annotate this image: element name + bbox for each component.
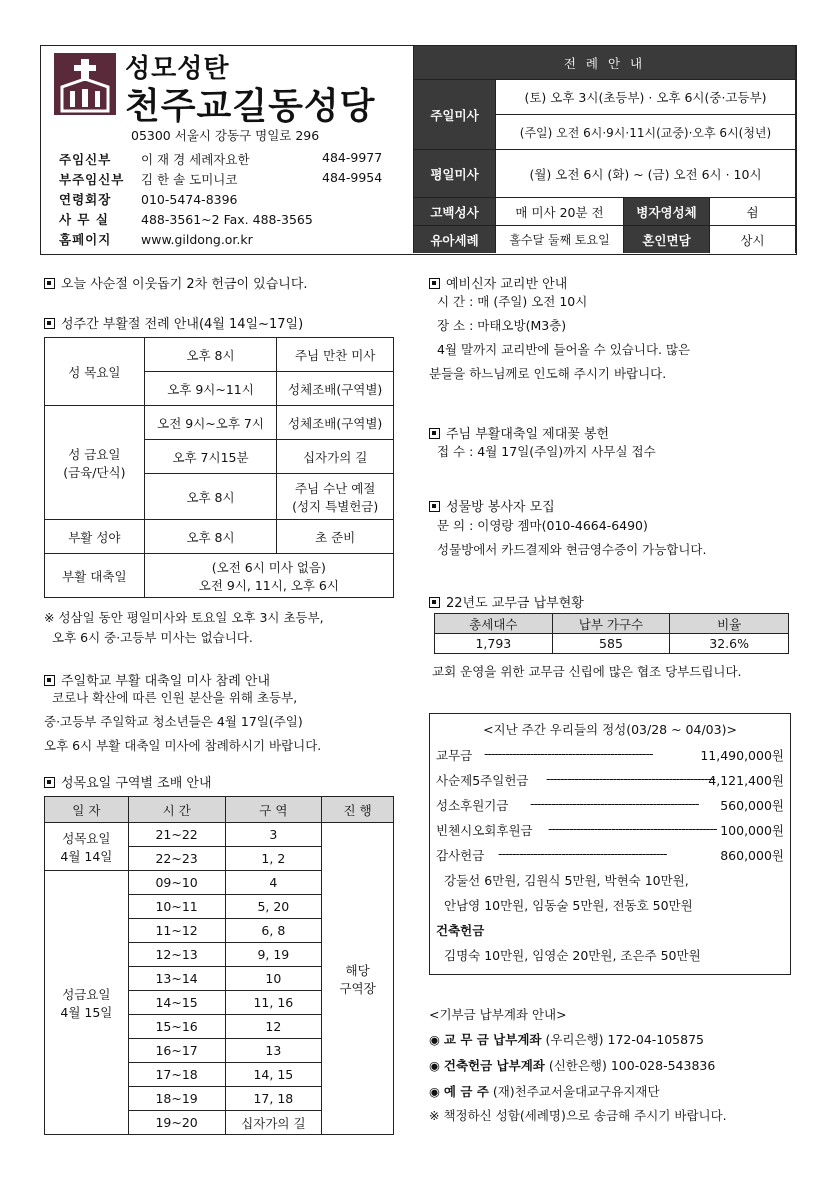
- sunday-school-body: [44, 686, 321, 758]
- vigil-desc: 초 준비: [277, 520, 394, 554]
- col-zone: 구 역: [225, 797, 322, 823]
- dues-households: 1,793: [435, 634, 553, 654]
- table-row: 십자가의 길: [225, 1111, 322, 1135]
- holyweek-note-line1: ※ 성삼일 동안 평일미사와 토요일 오후 3시 초등부,: [44, 610, 324, 625]
- staff-phone: 484-9977: [322, 150, 383, 165]
- building-fund-label: 건축헌금: [436, 923, 485, 938]
- table-row: 21~22: [128, 823, 225, 847]
- homepage-link[interactable]: www.gildong.or.kr: [141, 232, 253, 247]
- easter-line2: 오전 9시, 11시, 오후 6시: [198, 577, 339, 593]
- volunteer-title: 성물방 봉사자 모집: [446, 500, 555, 515]
- holyweek-note: [44, 608, 324, 648]
- easter-label: 부활 대축일: [45, 554, 145, 598]
- church-name-small: 성모성탄: [125, 54, 230, 84]
- offering-thanks-2: 안남영 10만원, 임동술 5만원, 전동호 50만원: [444, 898, 693, 913]
- offering-label: 빈첸시오회후원금: [436, 823, 533, 838]
- thu-time-2: 오후 9시~11시: [144, 372, 277, 406]
- fri-date: [45, 871, 129, 1135]
- table-row: 19~20: [128, 1111, 225, 1135]
- thu-date-line2: 4월 14일: [60, 848, 113, 864]
- dues-col-households: 총세대수: [435, 614, 553, 634]
- offerings-title: <지난 주간 우리들의 정성(03/28 ~ 04/03)>: [483, 722, 737, 737]
- holyweek-title: 성주간 부활절 전례 안내(4월 14일~17일): [61, 317, 304, 332]
- holyweek-note-line2: 오후 6시 중·고등부 미사는 없습니다.: [52, 630, 253, 645]
- table-row: 4: [225, 871, 322, 895]
- catechumen-title: 예비신자 교리반 안내: [446, 277, 568, 292]
- thu-desc-1: 주님 만찬 미사: [277, 338, 394, 372]
- adoration-title: 성목요일 구역별 조배 안내: [61, 776, 212, 791]
- offering-amount: 4,121,400원: [708, 773, 784, 788]
- dues-heading: [429, 592, 584, 611]
- weekday-mass-times: (월) 오전 6시 (화) ~ (금) 오전 6시 · 10시: [496, 150, 796, 198]
- thu-date-line1: 성목요일: [62, 830, 111, 846]
- fri-time-1: 오전 9시~오후 7시: [144, 406, 277, 440]
- fri-desc-2: 십자가의 길: [277, 440, 394, 474]
- marriage-consult-value: 상시: [710, 226, 796, 253]
- leader-dashes: ------------------------------------------------: [498, 846, 667, 861]
- radio-bullet-icon: ◉: [429, 1032, 444, 1047]
- liturgy-guide: [413, 46, 796, 253]
- sunday-mass-sunday: (주일) 오전 6시·9시·11시(교중)·오후 6시(청년): [496, 115, 796, 150]
- fri-desc-3-line2: (성지 특별헌금): [292, 498, 379, 514]
- staff-phone: 484-9954: [322, 170, 383, 185]
- sick-communion-label: 병자영성체: [624, 198, 710, 226]
- flower-title: 주님 부활대축일 제대꽃 봉헌: [446, 427, 610, 442]
- offerings-box: [429, 713, 791, 975]
- account-row: [429, 1028, 704, 1052]
- offering-amount: 100,000원: [720, 823, 784, 838]
- offering-amount: 860,000원: [720, 848, 784, 863]
- fri-date-line2: 4월 15일: [60, 1004, 113, 1020]
- church-address: 05300 서울시 강동구 명일로 296: [131, 128, 320, 143]
- adoration-table: [44, 796, 394, 1135]
- infant-baptism-value: 홀수달 둘째 토요일: [496, 226, 624, 253]
- staff-label: 주임신부: [59, 152, 112, 167]
- notice-second-collection: [44, 273, 308, 292]
- staff-label: 부주임신부: [59, 172, 125, 187]
- bulletin-header: [40, 45, 797, 255]
- fri-desc-3-line1: 주님 수난 예절: [294, 480, 376, 496]
- table-row: 13~14: [128, 967, 225, 991]
- catechumen-desc-2: 분들을 하느님께로 인도해 주시기 바랍니다.: [429, 366, 667, 381]
- account-value: (신한은행) 100-028-543836: [548, 1058, 716, 1073]
- staff-value: 김 한 솔 도미니코: [141, 172, 238, 187]
- building-fund-donors: 김명숙 10만원, 임영순 20만원, 조은주 50만원: [444, 948, 701, 963]
- square-bullet-icon: [429, 501, 440, 512]
- sick-communion-value: 쉼: [710, 198, 796, 226]
- square-bullet-icon: [44, 278, 55, 289]
- square-bullet-icon: [44, 777, 55, 788]
- fri-time-2: 오후 7시15분: [144, 440, 277, 474]
- staff-value: 이 재 경 세례자요한: [141, 152, 250, 167]
- account-label: 교 무 금 납부계좌: [443, 1032, 542, 1047]
- fri-date-line1: 성금요일: [62, 986, 111, 1002]
- offering-row: [436, 846, 784, 868]
- thu-label: 성 목요일: [45, 338, 145, 406]
- catechumen-place: 장 소 : 마태오방(M3층): [437, 318, 567, 333]
- infant-baptism-label: 유아세례: [414, 226, 496, 253]
- catechumen-desc-1: 4월 말까지 교리반에 들어올 수 있습니다. 많은: [437, 342, 691, 357]
- table-row: 3: [225, 823, 322, 847]
- table-row: 18~19: [128, 1087, 225, 1111]
- offering-row: [436, 771, 784, 793]
- church-name: 천주교길동성당: [125, 86, 376, 127]
- accounts-title: <기부금 납부계좌 안내>: [429, 1007, 567, 1022]
- holyweek-table: [44, 337, 394, 598]
- offering-label: 사순제5주일헌금: [436, 773, 529, 788]
- table-row: 11~12: [128, 919, 225, 943]
- square-bullet-icon: [44, 318, 55, 329]
- dues-col-paid: 납부 가구수: [552, 614, 670, 634]
- weekday-mass-label: 평일미사: [414, 150, 496, 198]
- volunteer-contact: 문 의 : 이영랑 젬마(010-4664-6490): [437, 518, 648, 533]
- vigil-time: 오후 8시: [144, 520, 277, 554]
- volunteer-body: [437, 514, 706, 562]
- leader-dashes: ------------------------------------------------: [546, 771, 715, 786]
- account-value: (재)천주교서울대교구유지재단: [492, 1084, 660, 1099]
- table-row: 09~10: [128, 871, 225, 895]
- offering-amount: 11,490,000원: [700, 748, 784, 763]
- account-label: 예 금 주: [443, 1084, 489, 1099]
- dues-col-ratio: 비율: [670, 614, 789, 634]
- table-row: 10~11: [128, 895, 225, 919]
- radio-bullet-icon: ◉: [429, 1058, 444, 1073]
- table-row: 10: [225, 967, 322, 991]
- lead-cell: [322, 823, 394, 1135]
- volunteer-heading: [429, 496, 555, 515]
- offering-label: 성소후원기금: [436, 798, 509, 813]
- dues-note: 교회 운영을 위한 교무금 신립에 많은 협조 당부드립니다.: [432, 664, 742, 679]
- sunday-school-line1: 코로나 확산에 따른 인원 분산을 위해 초등부,: [52, 690, 298, 705]
- adoration-heading: [44, 772, 212, 791]
- fri-label: [45, 406, 145, 520]
- dues-table: [434, 613, 789, 654]
- thu-time-1: 오후 8시: [144, 338, 277, 372]
- table-row: 12: [225, 1015, 322, 1039]
- dues-paid: 585: [552, 634, 670, 654]
- staff-row: [59, 150, 409, 168]
- radio-bullet-icon: ◉: [429, 1084, 444, 1099]
- lead-line1: 해당: [345, 962, 370, 978]
- col-date: 일 자: [45, 797, 129, 823]
- flower-desc: 접 수 : 4월 17일(주일)까지 사무실 접수: [437, 444, 656, 459]
- staff-label: 홈페이지: [59, 232, 112, 247]
- account-value: (우리은행) 172-04-105875: [545, 1032, 704, 1047]
- table-row: 11, 16: [225, 991, 322, 1015]
- volunteer-desc: 성물방에서 카드결제와 현금영수증이 가능합니다.: [437, 542, 707, 557]
- staff-row: [59, 230, 409, 248]
- square-bullet-icon: [429, 597, 440, 608]
- table-row: 12~13: [128, 943, 225, 967]
- sunday-school-line3: 오후 6시 부활 대축일 미사에 참례하시기 바랍니다.: [44, 738, 322, 753]
- easter-times: [144, 554, 393, 598]
- fri-desc-1: 성체조배(구역별): [277, 406, 394, 440]
- holyweek-heading: [44, 313, 303, 332]
- fri-label-2: (금육/단식): [63, 464, 126, 480]
- staff-value: 010-5474-8396: [141, 192, 238, 207]
- table-row: 16~17: [128, 1039, 225, 1063]
- account-row: [429, 1080, 660, 1104]
- leader-dashes: ------------------------------------------------: [484, 746, 653, 761]
- notice-text: 오늘 사순절 이웃돕기 2차 헌금이 있습니다.: [61, 277, 308, 292]
- fri-time-3: 오후 8시: [144, 474, 277, 520]
- table-row: 15~16: [128, 1015, 225, 1039]
- square-bullet-icon: [429, 278, 440, 289]
- thu-desc-2: 성체조배(구역별): [277, 372, 394, 406]
- leader-dashes: ------------------------------------------------: [530, 796, 699, 811]
- account-row: [429, 1054, 715, 1078]
- table-row: 22~23: [128, 847, 225, 871]
- table-row: 14~15: [128, 991, 225, 1015]
- table-row: 17, 18: [225, 1087, 322, 1111]
- marriage-consult-label: 혼인면담: [624, 226, 710, 253]
- table-row: 9, 19: [225, 943, 322, 967]
- table-row: 6, 8: [225, 919, 322, 943]
- col-lead: 진 행: [322, 797, 394, 823]
- staff-label: 연령회장: [59, 192, 112, 207]
- offering-row: [436, 746, 784, 768]
- staff-value: 488-3561~2 Fax. 488-3565: [141, 212, 313, 227]
- staff-row: [59, 210, 409, 228]
- table-row: 13: [225, 1039, 322, 1063]
- accounts-note: ※ 책정하신 성함(세례명)으로 송금해 주시기 바랍니다.: [429, 1108, 727, 1123]
- table-row: 5, 20: [225, 895, 322, 919]
- square-bullet-icon: [44, 675, 55, 686]
- offering-thanks-1: 강둘선 6만원, 김원식 5만원, 박현숙 10만원,: [444, 873, 689, 888]
- offering-row: [436, 821, 784, 843]
- sunday-mass-label: 주일미사: [414, 80, 496, 150]
- sunday-school-title: 주일학교 부활 대축일 미사 참례 안내: [61, 674, 271, 689]
- account-label: 건축헌금 납부계좌: [443, 1058, 545, 1073]
- offering-row: [436, 796, 784, 818]
- table-row: 14, 15: [225, 1063, 322, 1087]
- table-row: 17~18: [128, 1063, 225, 1087]
- table-row: 1, 2: [225, 847, 322, 871]
- staff-label: 사 무 실: [59, 212, 109, 227]
- staff-row: [59, 170, 409, 188]
- offering-label: 감사헌금: [436, 848, 485, 863]
- offering-amount: 560,000원: [720, 798, 784, 813]
- leader-dashes: ------------------------------------------------: [548, 821, 717, 836]
- confession-time: 매 미사 20분 전: [496, 198, 624, 226]
- catechumen-body: [429, 290, 690, 386]
- thu-date: [45, 823, 129, 871]
- dues-title: 22년도 교무금 납부현황: [446, 596, 584, 611]
- liturgy-title: 전 례 안 내: [414, 46, 796, 80]
- sunday-school-line2: 중·고등부 주일학교 청소년들은 4월 17일(주일): [44, 714, 303, 729]
- confession-label: 고백성사: [414, 198, 496, 226]
- vigil-label: 부활 성야: [45, 520, 145, 554]
- church-info: [41, 46, 413, 253]
- col-time: 시 간: [128, 797, 225, 823]
- fri-label-1: 성 금요일: [68, 446, 121, 462]
- church-logo-icon: [54, 53, 116, 115]
- offering-label: 교무금: [436, 748, 473, 763]
- staff-row: [59, 190, 409, 208]
- sunday-mass-saturday: (토) 오후 3시(초등부) · 오후 6시(중·고등부): [496, 80, 796, 115]
- lead-line2: 구역장: [339, 980, 376, 996]
- catechumen-time: 시 간 : 매 (주일) 오전 10시: [437, 294, 588, 309]
- square-bullet-icon: [429, 428, 440, 439]
- dues-ratio: 32.6%: [670, 634, 789, 654]
- easter-line1: (오전 6시 미사 없음): [211, 559, 326, 575]
- fri-desc-3: [277, 474, 394, 520]
